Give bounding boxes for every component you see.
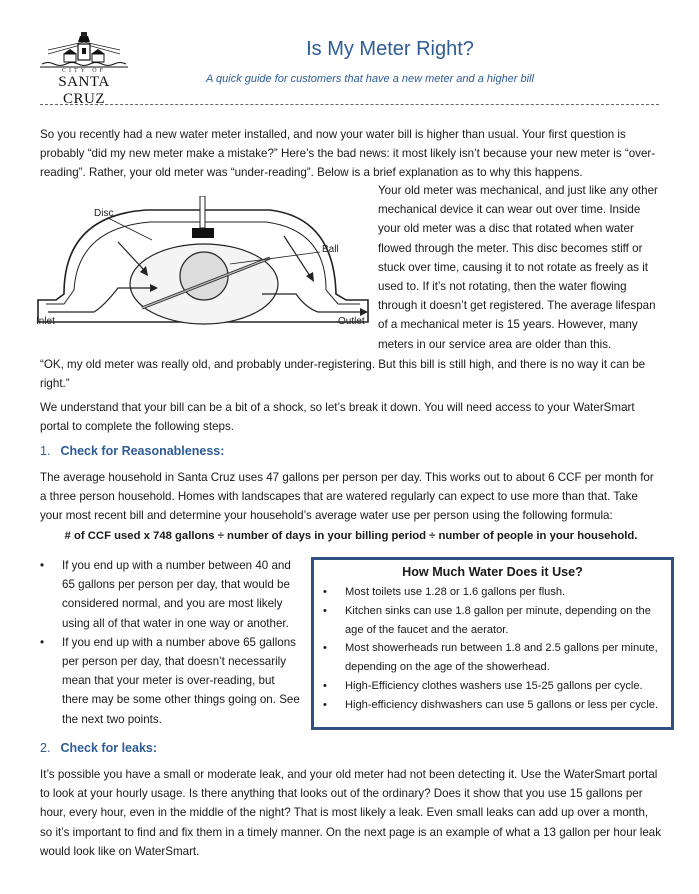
logo-city-label: CITY OF bbox=[62, 68, 106, 74]
section1-heading bbox=[40, 444, 224, 458]
diagram-label-inlet: Inlet bbox=[36, 316, 55, 327]
section2-number: 2. bbox=[40, 741, 51, 755]
understand-paragraph: We understand that your bill can be a bit of a shock, so let’s break it down. You will need access to your WaterSmart portal to complete the following steps. bbox=[40, 401, 635, 434]
water-usage-list bbox=[314, 583, 671, 715]
logo-name: SANTA CRUZ bbox=[58, 74, 110, 107]
list-item: • If you end up with a number above 65 gallons per person per day, that doesn’t necessarily mean that your meter is over-reading, but there may be some other things going on. See the next two points. bbox=[40, 633, 302, 729]
list-item: • High-efficiency dishwashers can use 5 gallons or less per cycle. bbox=[323, 696, 671, 715]
diagram-label-outlet: Outlet bbox=[338, 316, 365, 327]
section2-body: It’s possible you have a small or moderate leak, and your old meter had not been detecting it. Use the WaterSmart portal to look at your hourly usage. Is there anything that looks out of the ordinary? Does it show that you use 15 gallons per hour, every hour, even in the middle of the night? That is most likely a leak. Even small leaks can add up over a month, so it’s important to find and fix them in a timely manner. On the next page is an example of what a 13 gallon per hour leak would look like on WaterSmart. bbox=[40, 768, 662, 858]
intro-paragraph: So you recently had a new water meter installed, and now your water bill is higher than usual. Your first question is probably “did my new meter make a mistake?” Here’s the bad news: it most likely isn’t because your new meter is “over-reading”. Rather, your old meter was “under-reading”. Below is a brief explanation as to why this happens. bbox=[40, 128, 656, 180]
section1-body: The average household in Santa Cruz uses 47 gallons per person per day. This works out to about 6 CCF per month for a three person household. Homes with landscapes that are watered regularly can expect to use more than that. Take your most recent bill and determine your household’s average water use per person using the following formula: bbox=[40, 471, 654, 523]
usage-formula: # of CCF used x 748 gallons ÷ number of days in your billing period ÷ number of people in your household. bbox=[64, 530, 638, 542]
meter-diagram bbox=[34, 196, 372, 340]
old-meter-paragraph: Your old meter was mechanical, and just like any other mechanical device it can wear out over time. Inside your old meter was a disc that rotated when water flowed through the meter. This disc becomes stiff or stuck over time, causing it to not rotate as freely as it used to. If it’s not rotating, then the water flowing through it doesn’t get registered. The average lifespan of a mechanical meter is 15 years. However, many meters in our service area are older than this. bbox=[378, 184, 658, 351]
lighthouse-icon bbox=[38, 30, 130, 70]
water-usage-box bbox=[311, 557, 674, 730]
quote-paragraph: “OK, my old meter was really old, and probably under-registering. But this bill is still high, and there is no way it can be right.” bbox=[40, 358, 646, 391]
reasonableness-bullets bbox=[40, 556, 302, 729]
section2-heading bbox=[40, 741, 157, 755]
section1-title: Check for Reasonableness: bbox=[60, 444, 225, 458]
list-item: • Most showerheads run between 1.8 and 2.5 gallons per minute, depending on the age of the showerhead. bbox=[323, 639, 671, 677]
city-logo bbox=[38, 30, 130, 107]
list-item: • Most toilets use 1.28 or 1.6 gallons per flush. bbox=[323, 583, 671, 602]
water-usage-box-title: How Much Water Does it Use? bbox=[402, 565, 583, 579]
diagram-label-disc: Disc bbox=[94, 208, 114, 219]
list-item: • If you end up with a number between 40 and 65 gallons per person per day, that would be considered normal, and you are most likely using all of that water in one way or another. bbox=[40, 556, 302, 633]
diagram-label-ball: Ball bbox=[322, 244, 339, 255]
header-divider bbox=[40, 104, 659, 105]
list-item: • Kitchen sinks can use 1.8 gallon per minute, depending on the age of the faucet and the aerator. bbox=[323, 602, 671, 640]
list-item: • High-Efficiency clothes washers use 15-25 gallons per cycle. bbox=[323, 677, 671, 696]
section2-title: Check for leaks: bbox=[60, 741, 158, 755]
section1-number: 1. bbox=[40, 444, 51, 458]
page-subtitle: A quick guide for customers that have a new meter and a higher bill bbox=[206, 73, 534, 85]
page-title: Is My Meter Right? bbox=[306, 38, 474, 60]
